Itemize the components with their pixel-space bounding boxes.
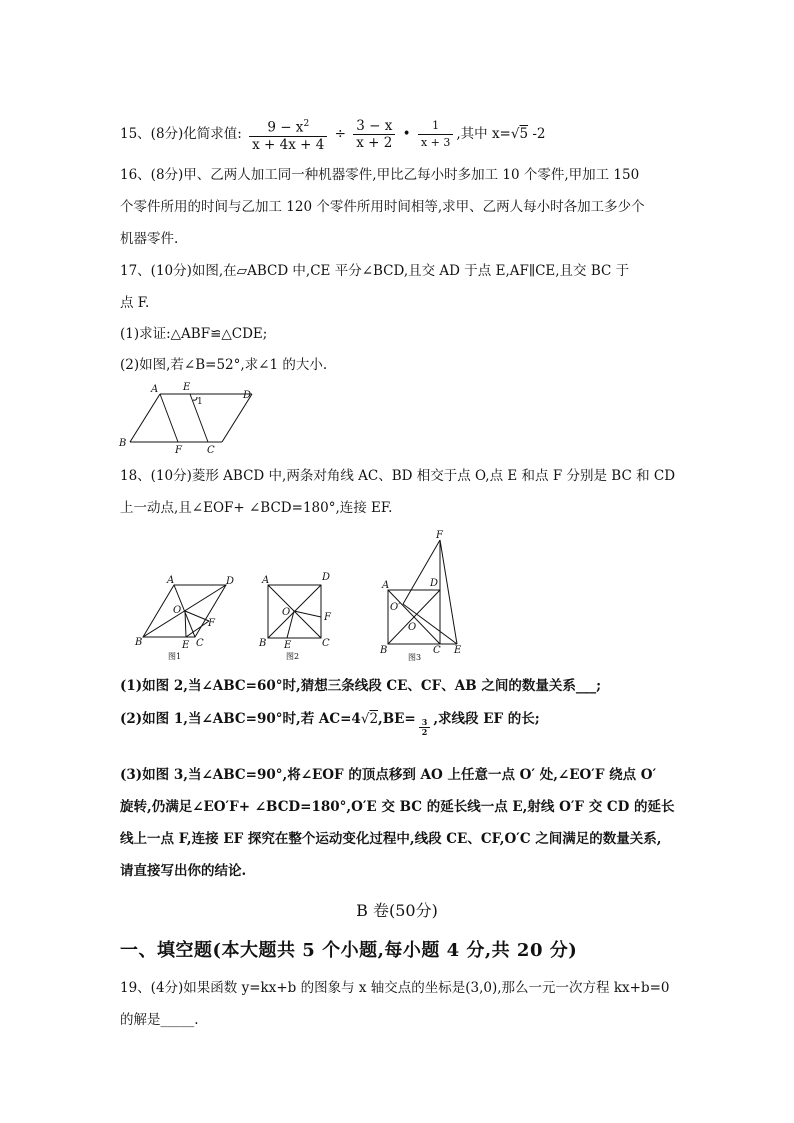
label-C: C (207, 445, 215, 456)
part1-heading: 一、填空题(本大题共 5 个小题,每小题 4 分,共 20 分) (120, 940, 578, 961)
svg-text:O: O (408, 622, 417, 633)
svg-text:C: C (433, 645, 441, 656)
q18-line2: 上一动点,且∠EOF+ ∠BCD=180°,连接 EF. (120, 500, 393, 516)
q18-part3-line2: 旋转,仍满足∠EO′F+ ∠BCD=180°,O′E 交 BC 的延长线一点 E,射线 O′F 交 CD 的延长 (120, 799, 675, 815)
label-D: D (243, 390, 252, 401)
svg-text:E: E (454, 645, 462, 656)
svg-text:C: C (196, 638, 204, 649)
q18-part3-line3: 线上一点 F,连接 EF 探究在整个运动变化过程中,线段 CE、CF,O′C 之间满足的数量关系, (120, 831, 662, 847)
fraction-three-halves: $\frac{3}{2}$ (419, 718, 431, 737)
fraction-2: $\frac{3 - x}{x + 2}$ (353, 118, 395, 151)
label-1: 1 (197, 397, 203, 407)
svg-text:A: A (382, 580, 390, 591)
sqrt-sign: √5 (510, 125, 529, 142)
svg-text:B: B (135, 637, 143, 648)
q19-line2: 的解是_____. (120, 1012, 199, 1028)
q15-suffix: ,其中 x= (456, 125, 511, 142)
svg-text:C: C (322, 638, 330, 649)
q18-part3-line4: 请直接写出你的结论. (120, 863, 247, 879)
q17-sub2: (2)如图,若∠B=52°,求∠1 的大小. (120, 357, 328, 373)
svg-text:O′: O′ (390, 602, 401, 613)
svg-text:O: O (173, 605, 182, 616)
divide-sign: ÷ (334, 125, 346, 142)
fraction-3: $\frac{1}{x + 3}$ (418, 118, 453, 151)
svg-text:F: F (324, 612, 331, 623)
label-F: F (175, 445, 182, 456)
svg-text:A: A (167, 575, 175, 586)
multiply-dot: • (402, 125, 411, 142)
section-b-title: B 卷(50分) (356, 901, 438, 920)
q16-line1: 16、(8分)甲、乙两人加工同一种机器零件,甲比乙每小时多加工 10 个零件,甲加工 150 (120, 167, 640, 183)
svg-text:B: B (380, 645, 388, 656)
q15-line: 15、(8分)化简求值: $\frac{9 - x^2}{x + 4x + 4}$ ÷ $\frac{3 - x}{x + 2}$ • $\frac{1}{x + 3}$ ,其中 x=√5 -2 (120, 117, 546, 153)
svg-text:D: D (226, 576, 235, 587)
q16-line2: 个零件所用的时间与乙加工 120 个零件所用时间相等,求甲、乙两人每小时各加工多少个 (120, 199, 645, 215)
svg-text:D: D (430, 578, 439, 589)
q19-line1: 19、(4分)如果函数 y=kx+b 的图象与 x 轴交点的坐标是(3,0),那么一元一次方程 kx+b=0 (120, 980, 670, 996)
svg-text:图1: 图1 (168, 652, 182, 661)
svg-text:F: F (208, 618, 215, 629)
q15-prefix: 15、(8分)化简求值: (120, 125, 242, 142)
svg-text:A: A (262, 575, 270, 586)
q18-line1: 18、(10分)菱形 ABCD 中,两条对角线 AC、BD 相交于点 O,点 E 和点 F 分别是 BC 和 CD (120, 468, 676, 484)
q18-part3-line1: (3)如图 3,当∠ABC=90°,将∠EOF 的顶点移到 AO 上任意一点 O′ 处,∠EO′F 绕点 O′ (120, 767, 657, 783)
sqrt-sign: √2 (360, 711, 379, 727)
svg-text:E: E (182, 640, 190, 651)
q17-sub1: (1)求证:△ABF≌△CDE; (120, 326, 268, 342)
label-A: A (151, 384, 159, 395)
q17-line2: 点 F. (120, 295, 150, 311)
q16-line3: 机器零件. (120, 231, 179, 247)
svg-text:O: O (282, 607, 291, 618)
q17-line1: 17、(10分)如图,在▱ABCD 中,CE 平分∠BCD,且交 AD 于点 E,AF∥CE,且交 BC 于 (120, 263, 630, 279)
label-B: B (119, 438, 127, 449)
svg-text:E: E (284, 640, 292, 651)
svg-text:B: B (259, 638, 267, 649)
q18-part1: (1)如图 2,当∠ABC=60°时,猜想三条线段 CE、CF、AB 之间的数量关系___; (120, 678, 602, 694)
label-E: E (183, 382, 191, 393)
svg-text:图2: 图2 (286, 652, 300, 661)
q18-part2: (2)如图 1,当∠ABC=90°时,若 AC=4√2,BE= $\frac{3}{2}$ ,求线段 EF 的长; (120, 711, 540, 737)
svg-text:F: F (436, 530, 443, 541)
fraction-1: $\frac{9 - x^2}{x + 4x + 4}$ (249, 116, 327, 153)
svg-text:图3: 图3 (408, 653, 422, 662)
svg-text:D: D (322, 572, 331, 583)
